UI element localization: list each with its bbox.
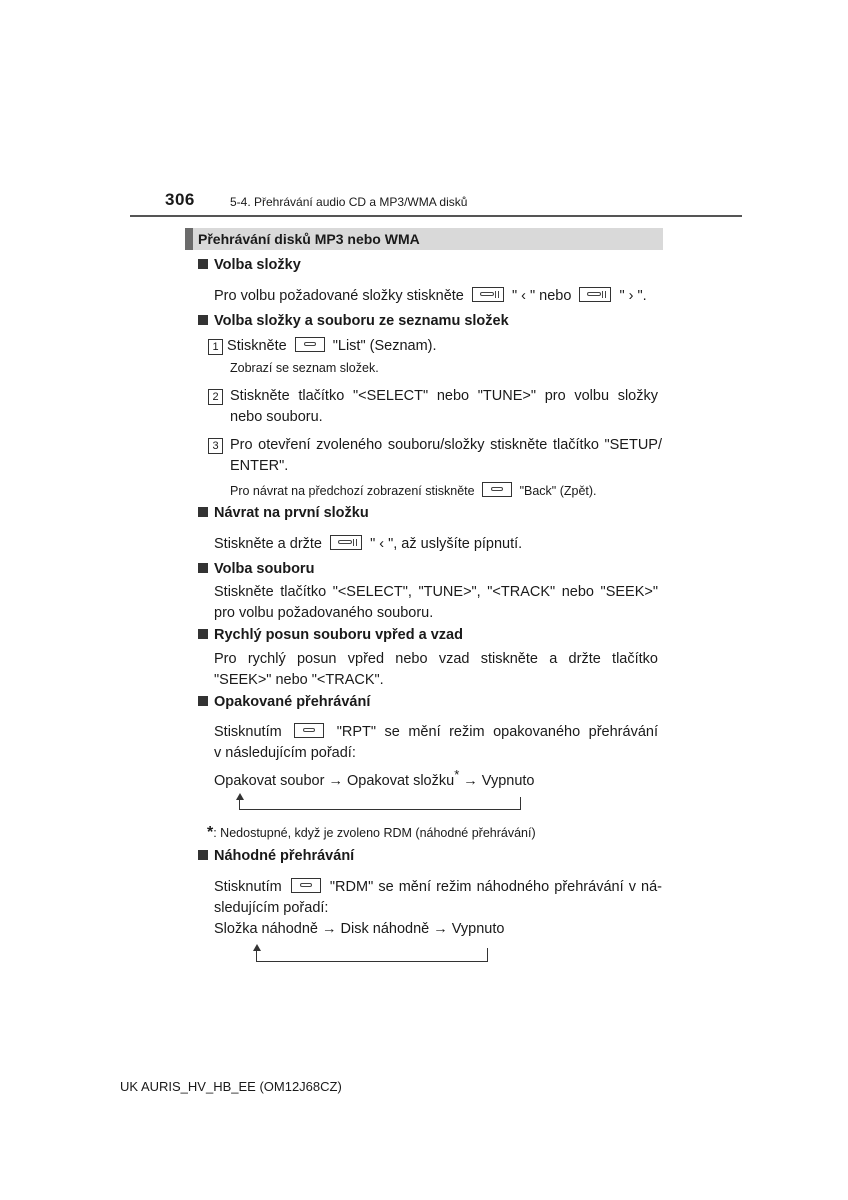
step-number-badge: 3: [208, 438, 223, 454]
heading-list-select: Volba složky a souboru ze seznamu složek: [198, 313, 509, 329]
seek-button-icon: [330, 535, 362, 550]
button-icon: [295, 337, 325, 352]
repeat-cycle-arrow: [239, 797, 521, 810]
folder-select-text: Pro volbu požadované složky stiskněte " ‹ " nebo " › ".: [214, 288, 647, 304]
first-folder-text: Stiskněte a držte " ‹ ", až uslyšíte pípnutí.: [214, 536, 523, 552]
random-text: Stisknutím "RDM" se mění režim náhodného přehrávání v ná- sledujícím pořadí: Složka náhodně → Disk náhodně → Vypnuto: [214, 877, 662, 940]
footer-code: UK AURIS_HV_HB_EE (OM12J68CZ): [120, 1079, 342, 1094]
bullet-square-icon: [198, 315, 208, 325]
fast-seek-text: Pro rychlý posun vpřed nebo vzad stiskněte a držte tlačítko "SEEK>" nebo "<TRACK".: [214, 651, 658, 688]
button-icon: [291, 878, 321, 893]
bullet-square-icon: [198, 259, 208, 269]
bullet-square-icon: [198, 696, 208, 706]
step-number-badge: 1: [208, 339, 223, 355]
step-number-badge: 2: [208, 389, 223, 405]
arrow-up-icon: [236, 793, 244, 800]
heading-first-folder: Návrat na první složku: [198, 505, 369, 521]
repeat-sequence: Opakovat soubor → Opakovat složku* → Vypnuto: [214, 767, 535, 789]
random-cycle-arrow: [256, 948, 488, 962]
seek-button-icon: [472, 287, 504, 302]
heading-file-select: Volba souboru: [198, 561, 314, 577]
step-1-note: Zobrazí se seznam složek.: [230, 361, 379, 375]
bullet-square-icon: [198, 507, 208, 517]
file-select-text: Stiskněte tlačítko "<SELECT", "TUNE>", "<TRACK" nebo "SEEK>" pro volbu požadovaného souboru.: [214, 584, 658, 621]
step-3: 3 Pro otevření zvoleného souboru/složky stiskněte tlačítko "SETUP/ ENTER".: [208, 435, 662, 477]
section-title: Přehrávání disků MP3 nebo WMA: [185, 228, 663, 250]
step-2: 2 Stiskněte tlačítko "<SELECT" nebo "TUNE>" pro volbu složky nebo souboru.: [208, 386, 658, 428]
heading-fast-seek: Rychlý posun souboru vpřed a vzad: [198, 627, 463, 643]
page-number: 306: [165, 190, 195, 209]
button-icon: [294, 723, 324, 738]
repeat-text: Stisknutím "RPT" se mění režim opakovaného přehrávání v následujícím pořadí: Opakovat soubor → Opakovat složku* → Vypnuto: [214, 722, 658, 792]
random-sequence: Složka náhodně → Disk náhodně → Vypnuto: [214, 921, 505, 937]
arrow-up-icon: [253, 944, 261, 951]
heading-random: Náhodné přehrávání: [198, 848, 354, 864]
repeat-footnote: *: Nedostupné, když je zvoleno RDM (náhodné přehrávání): [207, 824, 536, 841]
header-rule: [130, 215, 742, 217]
heading-repeat: Opakované přehrávání: [198, 694, 370, 710]
seek-button-icon: [579, 287, 611, 302]
breadcrumb: 5-4. Přehrávání audio CD a MP3/WMA disků: [230, 195, 468, 209]
bullet-square-icon: [198, 563, 208, 573]
heading-folder-select: Volba složky: [198, 257, 301, 273]
step-3-note: Pro návrat na předchozí zobrazení stiskněte "Back" (Zpět).: [230, 484, 597, 498]
button-icon: [482, 482, 512, 497]
step-1: 1 Stiskněte "List" (Seznam).: [208, 336, 437, 357]
bullet-square-icon: [198, 850, 208, 860]
bullet-square-icon: [198, 629, 208, 639]
